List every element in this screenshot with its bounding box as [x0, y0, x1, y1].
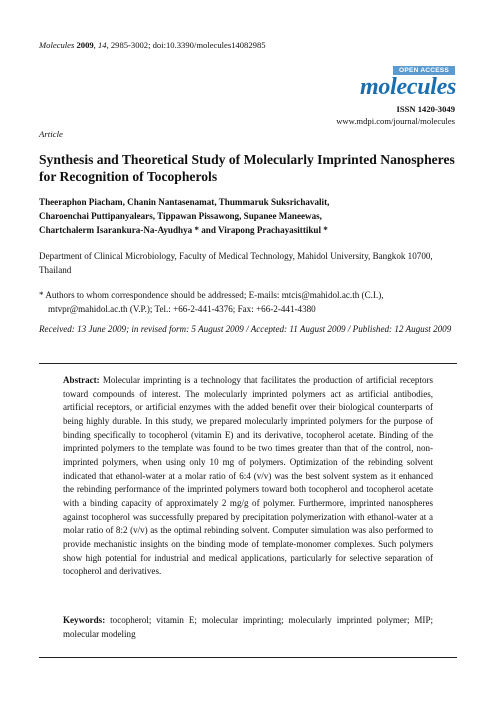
correspondence: [39, 289, 459, 316]
abstract-label: Abstract:: [63, 375, 100, 385]
divider-top: [39, 363, 457, 364]
divider-bottom: [39, 657, 457, 658]
affiliation: Department of Clinical Microbiology, Faculty of Medical Technology, Mahidol University, Bangkok 10700, Thailand: [39, 251, 433, 275]
correspondence-line: * Authors to whom correspondence should be addressed; E-mails: mtcis@mahidol.ac.th (C.I.),: [39, 290, 384, 300]
open-access-badge: OPEN ACCESS: [393, 66, 455, 75]
author-line: Theeraphon Piacham, Chanin Nantasenamat, Thummaruk Suksrichavalit,: [39, 197, 330, 207]
citation-rest: , 2985-3002; doi:10.3390/molecules14082985: [106, 40, 266, 50]
publication-dates: Received: 13 June 2009; in revised form: 5 August 2009 / Accepted: 11 August 2009 / Published: 12 August 2009: [39, 324, 452, 334]
citation-year: 2009: [76, 40, 94, 50]
citation-volume: 14: [97, 40, 107, 50]
keywords: [63, 614, 433, 641]
correspondence-line: mtvpr@mahidol.ac.th (V.P.); Tel.: +66-2-441-4376; Fax: +66-2-441-4380: [48, 303, 316, 314]
abstract: [63, 374, 433, 579]
keywords-text: tocopherol; vitamin E; molecular imprinting; molecularly imprinted polymer; MIP; molecular modeling: [63, 615, 433, 639]
author-line: Chartchalerm Isarankura-Na-Ayudhya * and Virapong Prachayasittikul *: [39, 224, 328, 235]
issn: ISSN 1420-3049: [396, 104, 455, 114]
article-title: Synthesis and Theoretical Study of Molecularly Imprinted Nanospheres for Recognition of Tocopherols: [39, 152, 455, 184]
journal-url[interactable]: www.mdpi.com/journal/molecules: [336, 116, 455, 126]
author-list: [39, 196, 459, 237]
author-line: Charoenchai Puttipanyalears, Tippawan Pissawong, Supanee Maneewas,: [39, 210, 322, 221]
abstract-text: Molecular imprinting is a technology that facilitates the production of artificial receptors toward compounds of interest. The molecularly imprinted polymers act as artificial antibodies, artificial receptors, or artificial enzymes with the added benefit over their biological counterparts of being highly durable. In this study, we prepared molecularly imprinted polymers for the purpose of binding specifically to tocopherol (vitamin E) and its derivative, tocopherol acetate. Binding of the imprinted polymers to the template was found to be two times greater than that of the control, non-imprinted polymers, when using only 10 mg of polymers. Optimization of the rebinding solvent indicated that ethanol-water at a molar ratio of 6:4 (v/v) was the best solvent system as it enhanced the rebinding performance of the imprinted polymers toward both tocopherol and tocopherol acetate with a binding capacity of approximately 2 mg/g of polymer. Furthermore, imprinted nanospheres against tocopherol was successfully prepared by precipitation polymerization with ethanol-water at a molar ratio of 8:2 (v/v) as the optimal rebinding solvent. Computer simulation was also performed to provide mechanistic insights on the binding mode of template-monomer complexes. Such polymers show high potential for industrial and medical applications, particularly for selective separation of tocopherol and derivatives.: [63, 375, 434, 577]
article-type: Article: [39, 129, 63, 139]
journal-logo: molecules: [360, 74, 456, 100]
citation-journal: Molecules: [39, 40, 75, 50]
citation-line: Molecules 2009, 14, 2985-3002; doi:10.3390/molecules14082985: [39, 40, 266, 50]
keywords-label: Keywords:: [63, 615, 106, 625]
